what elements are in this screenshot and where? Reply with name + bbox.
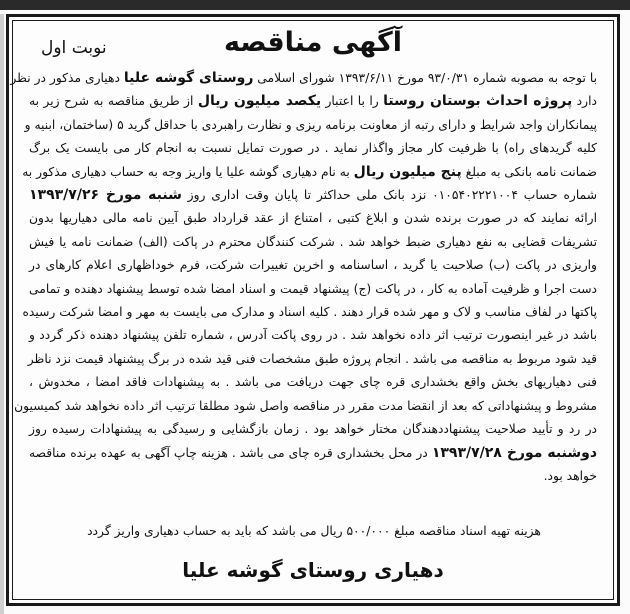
- body-text: در محل بخشداری قره چای می باشد . هزینه چاپ آگهی به عهده برنده مناقصه: [29, 445, 432, 460]
- body-text: از طریق مناقصه به شرح زیر به: [29, 94, 198, 109]
- notice-body: [10, 67, 598, 488]
- body-line: [29, 371, 597, 394]
- round-label: نوبت اول: [41, 38, 107, 58]
- body-text: دست اجرا و ظرفیت آماده به کار ، در پاکت (ج) پیشنهاد قیمت و اسناد امضا شده توسط پیشنهاد دهنده و تمامی: [29, 281, 597, 296]
- body-text: به نام دهیاری گوشه علیا یا واریز وجه به حساب دهیاری مذکور به: [22, 164, 354, 179]
- body-line: [24, 114, 597, 137]
- body-line: [29, 90, 597, 113]
- emphasized-text: روستای گوشه علیا: [123, 70, 254, 86]
- body-line: [29, 348, 597, 371]
- body-line: [10, 67, 597, 90]
- body-text: فنی دهیاریهای بخش واقع بخشداری قره چای جهت دریافت می باشد . به پیشنهادات فاقد امضا ، مخدوش ،: [29, 375, 597, 390]
- body-line: [22, 161, 597, 184]
- top-border-band: [0, 0, 630, 10]
- body-line: [14, 395, 597, 418]
- emphasized-text: یکصد میلیون ریال: [197, 93, 322, 110]
- notice-frame: [6, 14, 620, 606]
- body-line: [22, 301, 597, 324]
- emphasized-text: شنبه مورخ ۱۳۹۳/۷/۲۶: [29, 187, 182, 204]
- body-text: ضمانت نامه بانکی به مبلغ: [461, 164, 597, 179]
- scan-edge: [0, 14, 4, 614]
- body-text: پاکتها در لفاف مناسب و لاک و مهر شده قرار دهند . کلیه اسناد و مدارک می بایست به مهر و امضا شرکت رسیده: [22, 305, 597, 320]
- body-text: کلیه گریدهای راه) با ظرفیت کار مجاز واگذار نماید . در صورت تمایل نسبت به انجام کار می بایست یک برگ: [29, 141, 597, 156]
- body-text: تشریفات قضایی به نفع دهیاری ضبط خواهد شد . شرکت کنندگان محترم در پاکت (الف) ضمانت نامه یا فیش: [29, 234, 597, 249]
- notice-title: آگهی مناقصه: [223, 27, 403, 58]
- body-line: [29, 442, 597, 465]
- issuer-signature: دهیاری روستای گوشه علیا: [182, 558, 444, 582]
- body-line: [29, 278, 597, 301]
- body-text: قید شود مربوط به مناقصه می باشد . انجام پروژه طبق مشخصات فنی قید شده در برگ پیشنهاد قیمت نزد ناظر: [27, 351, 597, 366]
- body-line: [29, 418, 597, 441]
- body-text: دهیاری مذکور در نظر: [10, 71, 124, 85]
- body-text: در رد و تأیید صلاحیت پیشنهاددهندگان مختار خواهد بود . زمان بازگشایی و رسیدگی به پیشنهادات رسیده روز: [29, 422, 597, 437]
- body-line: [29, 184, 597, 207]
- body-text: را با اعتبار: [321, 94, 384, 109]
- emphasized-text: دوشنبه مورخ ۱۳۹۳/۷/۲۸: [431, 444, 597, 461]
- body-line: [29, 137, 597, 160]
- emphasized-text: پنج میلیون ریال: [353, 163, 462, 180]
- body-line: [29, 231, 597, 254]
- body-text: شماره حساب ۰۱۰۵۴۰۲۲۲۱۰۰۴ نزد بانک ملی حداکثر تا پایان وقت اداری روز: [181, 188, 598, 203]
- body-text: دارد: [572, 94, 597, 109]
- body-line: [29, 254, 597, 277]
- body-line: [29, 324, 597, 347]
- emphasized-text: پروژه احداث بوستان روستا: [383, 93, 573, 110]
- body-text: واریزی در پاکت (ب) صلاحیت یا گرید ، اساسنامه و اخرین تغییرات شرکت، فرم خوداظهاری اعلام کارهای در: [29, 258, 597, 273]
- body-text: ارائه نمایند که در صورت برنده شدن و ابلاغ کتبی ، امتناع از عقد قرارداد طبق آیین نامه مالی دهیاریها بدون: [29, 211, 597, 226]
- document-fee-line: هزینه تهیه اسناد مناقصه مبلغ ۵۰۰/۰۰۰ ریال می باشد که باید به حساب دهیاری واریز گردد: [87, 524, 541, 538]
- body-text: مشروط و پیشنهاداتی که بعد از انقضا مدت مقرر در مناقصه واصل شود مطلقا ترتیب اثر داده نخواهد شد کمیسیون: [14, 398, 597, 413]
- body-text: خواهد بود.: [543, 468, 597, 483]
- body-text: باشد در غیر اینصورت ترتیب اثر داده نخواهد شد . در روی پاکت آدرس ، شماره تلفن پیشنهاد دهنده ذکر گردد و: [29, 328, 597, 343]
- body-line: [29, 207, 597, 230]
- body-text: با توجه به مصوبه شماره ۹۳/۰/۳۱ مورخ ۱۳۹۳/۶/۱۱ شورای اسلامی: [253, 71, 597, 85]
- body-text: پیمانکاران واجد شرایط و دارای رتبه از معاونت برنامه ریزی و نظارت راهبردی با حداقل گرید ۵ (ساختمان، ابنیه و: [24, 117, 597, 132]
- body-line: [29, 465, 597, 488]
